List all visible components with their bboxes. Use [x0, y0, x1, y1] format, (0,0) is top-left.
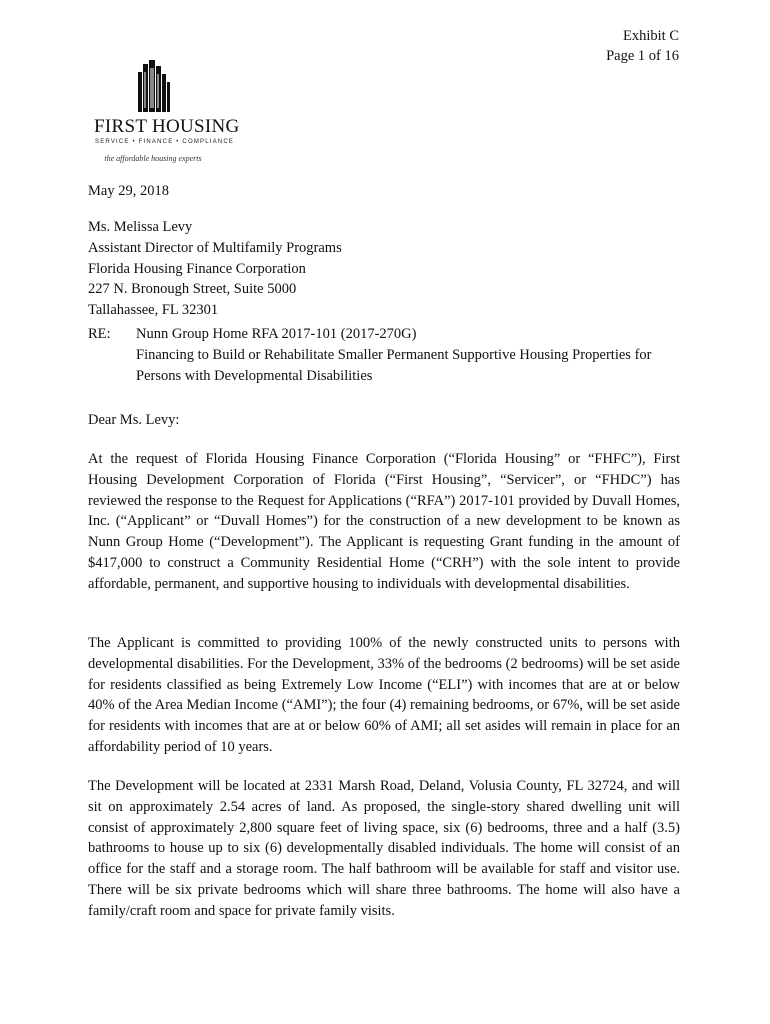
address-line: Tallahassee, FL 32301 — [88, 302, 219, 319]
logo-subtitle: SERVICE • FINANCE • COMPLIANCE — [95, 139, 235, 145]
logo-tagline: the affordable housing experts — [104, 154, 202, 163]
page-number: Page 1 of 16 — [606, 48, 679, 64]
address-line: Ms. Melissa Levy — [88, 219, 193, 235]
re-subject — [136, 324, 696, 386]
building-icon — [88, 58, 238, 114]
salutation: Dear Ms. Levy: — [88, 412, 180, 428]
paragraph-request: At the request of Florida Housing Finance Corporation (“Florida Housing” or “FHFC”), First Housing Development Corporation of Florida (“First Housing”, “Servicer”, or “FHDC”) has reviewed the response to the Request for Applications (“RFA”) 2017-101 provided by Duvall Homes, Inc. (“Applicant” or “Duvall Homes”) for the construction of a new development to be known as Nunn Group Home (“Development”). The Applicant is requesting Grant funding in the amount of $417,000 to construct a Community Residential Home (“CRH”) with the sole intent to provide affordable, permanent, and supportive housing to individuals with developmental disabilities. — [88, 451, 680, 592]
paragraph-location: The Development will be located at 2331 Marsh Road, Deland, Volusia County, FL 32724, and will sit on approximately 2.54 acres of land. As proposed, the single-story shared dwelling unit will consist of approximately 2,800 square feet of living space, six (6) bedrooms, three and a half (3.5) bathrooms to house up to six (6) developmentally disabled individuals. The home will consist of an office for the staff and a storage room. The half bathroom will be available for staff and visitor use. There will be six private bedrooms which will share three bathrooms. The home will also have a family/craft room and space for private family visits. — [88, 778, 680, 919]
exhibit-header — [606, 26, 679, 66]
address-line: 227 N. Bronough Street, Suite 5000 — [88, 281, 297, 298]
re-line: Nunn Group Home RFA 2017-101 (2017-270G) — [136, 326, 417, 342]
paragraph-set-asides: The Applicant is committed to providing 100% of the newly constructed units to persons with developmental disabilities. For the Development, 33% of the bedrooms (2 bedrooms) will be set aside for residents classified as being Extremely Low Income (“ELI”) with incomes that are at or below 40% of the Area Median Income (“AMI”); the four (4) remaining bedrooms, or 67%, will be set aside for residents with incomes that are at or below 60% of AMI; all set asides will remain in place for an affordability period of 10 years. — [88, 635, 680, 755]
re-line: Financing to Build or Rehabilitate Smaller Permanent Supportive Housing Properties for — [136, 346, 652, 363]
logo-name: FIRST HOUSING — [94, 116, 240, 137]
re-line: Persons with Developmental Disabilities — [136, 367, 373, 384]
recipient-address — [88, 217, 680, 321]
address-line: Assistant Director of Multifamily Programs — [88, 239, 342, 256]
exhibit-label: Exhibit C — [623, 28, 679, 44]
re-label: RE: — [88, 326, 111, 342]
letter-date: May 29, 2018 — [88, 183, 169, 199]
address-line: Florida Housing Finance Corporation — [88, 260, 306, 277]
first-housing-logo — [88, 58, 238, 170]
